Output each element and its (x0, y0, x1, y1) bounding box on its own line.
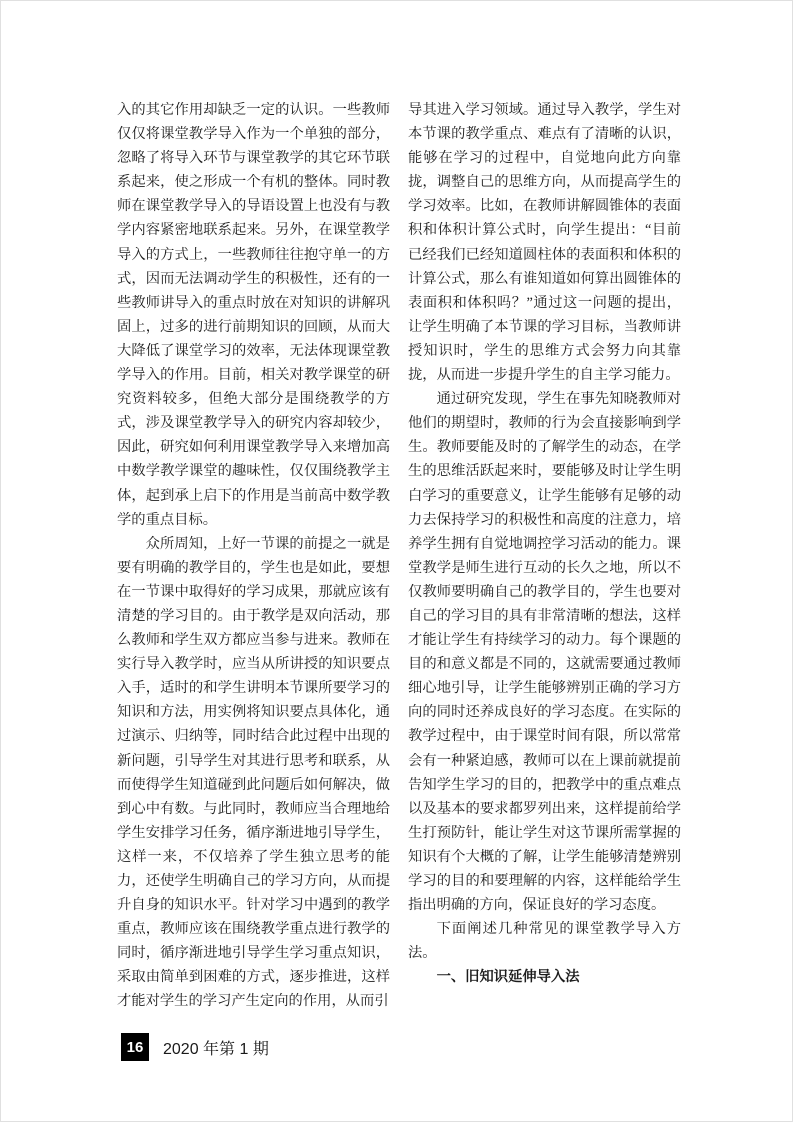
body-paragraph: 下面阐述几种常见的课堂教学导入方法。 (408, 921, 681, 962)
section-heading: 一、旧知识延伸导入法 (436, 969, 580, 986)
body-paragraph: 众所周知，上好一节课的前提之一就是要有明确的教学目的，学生也是如此，要想在一节课中取得好的学习成果，那就应该有清楚的学习目的。由于教学是双向活动，那么教师和学生双方都应当参与进来。教师在实行导入教学时，应当从所讲授的知识要点入手，适时的和学生讲明本节课所要学习的知识和方法，用实例将知识要点具体化，通过演示、归纳等，同时结合此过程中出现的新问题，引导学生对其进行思考和联系，从而使得学生知道碰到此问题后如何解决，做到心中有数。与此同时，教师应当合理地给学生安排学习任务，循序渐进地引导学生，这样一来，不仅培养了学生独立思考的能力，还使学生明确自己的学习方向，从而提升自身的知识水平。针对学习中遇到的教学重点，教师应该在围绕教学重点进行教学的同时，循序渐进地引导学生学习重点知识，采取由简单到困难的方式，逐步推进，这样才能对学生的学习产生定向的作用，从而引 (117, 535, 390, 1010)
page-number-badge: 16 (121, 1033, 149, 1061)
page-footer (121, 1033, 269, 1061)
body-paragraph: 通过研究发现，学生在事先知晓教师对他们的期望时，教师的行为会直接影响到学生。教师要能及时的了解学生的动态，在学生的思维活跃起来时，要能够及时让学生明白学习的重要意义，让学生能够有足够的动力去保持学习的积极性和高度的注意力，培养学生拥有自觉地调控学习活动的能力。课堂教学是师生进行互动的长久之地，所以不仅教师要明确自己的教学目的，学生也要对自己的学习目的具有非常清晰的想法，这样才能让学生有持续学习的动力。每个课题的目的和意义都是不同的，这就需要通过教师细心地引导，让学生能够辨别正确的学习方向的同时还养成良好的学习态度。在实际的教学过程中，由于课堂时间有限，所以常常会有一种紧迫感，教师可以在上课前就提前告知学生学习的目的，把教学中的重点难点以及基本的要求都罗列出来，这样提前给学生打预防针，能让学生对这节课所需掌握的知识有个大概的了解，让学生能够清楚辨别学习的目的和要理解的内容，这样能给学生指出明确的方向，保证良好的学习态度。 (408, 391, 681, 914)
body-paragraph: 入的其它作用却缺乏一定的认识。一些教师仅仅将课堂教学导入作为一个单独的部分，忽略了将导入环节与课堂教学的其它环节联系起来，使之形成一个有机的整体。同时教师在课堂教学导入的导语设置上也没有与教学内容紧密地联系起来。另外，在课堂教学导入的方式上，一些教师往往抱守单一的方式，因而无法调动学生的积极性，还有的一些教师讲导入的重点时放在对知识的讲解巩固上，过多的进行前期知识的回顾，从而大大降低了课堂学习的效率，无法体现课堂教学导入的作用。目前，相关对教学课堂的研究资料较多，但绝大部分是围绕教学的方式，涉及课堂教学导入的研究内容却较少，因此，研究如何利用课堂教学导入来增加高中数学教学课堂的趣味性，仅仅围绕教学主体，起到承上启下的作用是当前高中数学教学的重点目标。 (117, 102, 390, 528)
text-column-right (408, 98, 681, 989)
journal-page (1, 1, 792, 1121)
issue-label: 2020 年第 1 期 (163, 1040, 269, 1058)
text-column-left (117, 98, 390, 1014)
body-paragraph: 导其进入学习领域。通过导入教学，学生对本节课的教学重点、难点有了清晰的认识，能够在学习的过程中，自觉地向此方向靠拢，调整自己的思维方向，从而提高学生的学习效率。比如，在教师讲解圆锥体的表面积和体积计算公式时，向学生提出：“目前已经我们已经知道圆柱体的表面积和体积的计算公式，那么有谁知道如何算出圆锥体的表面积和体积吗？”通过这一问题的提出，让学生明确了本节课的学习目标，当教师讲授知识时，学生的思维方式会努力向其靠拢，从而进一步提升学生的自主学习能力。 (408, 102, 681, 384)
